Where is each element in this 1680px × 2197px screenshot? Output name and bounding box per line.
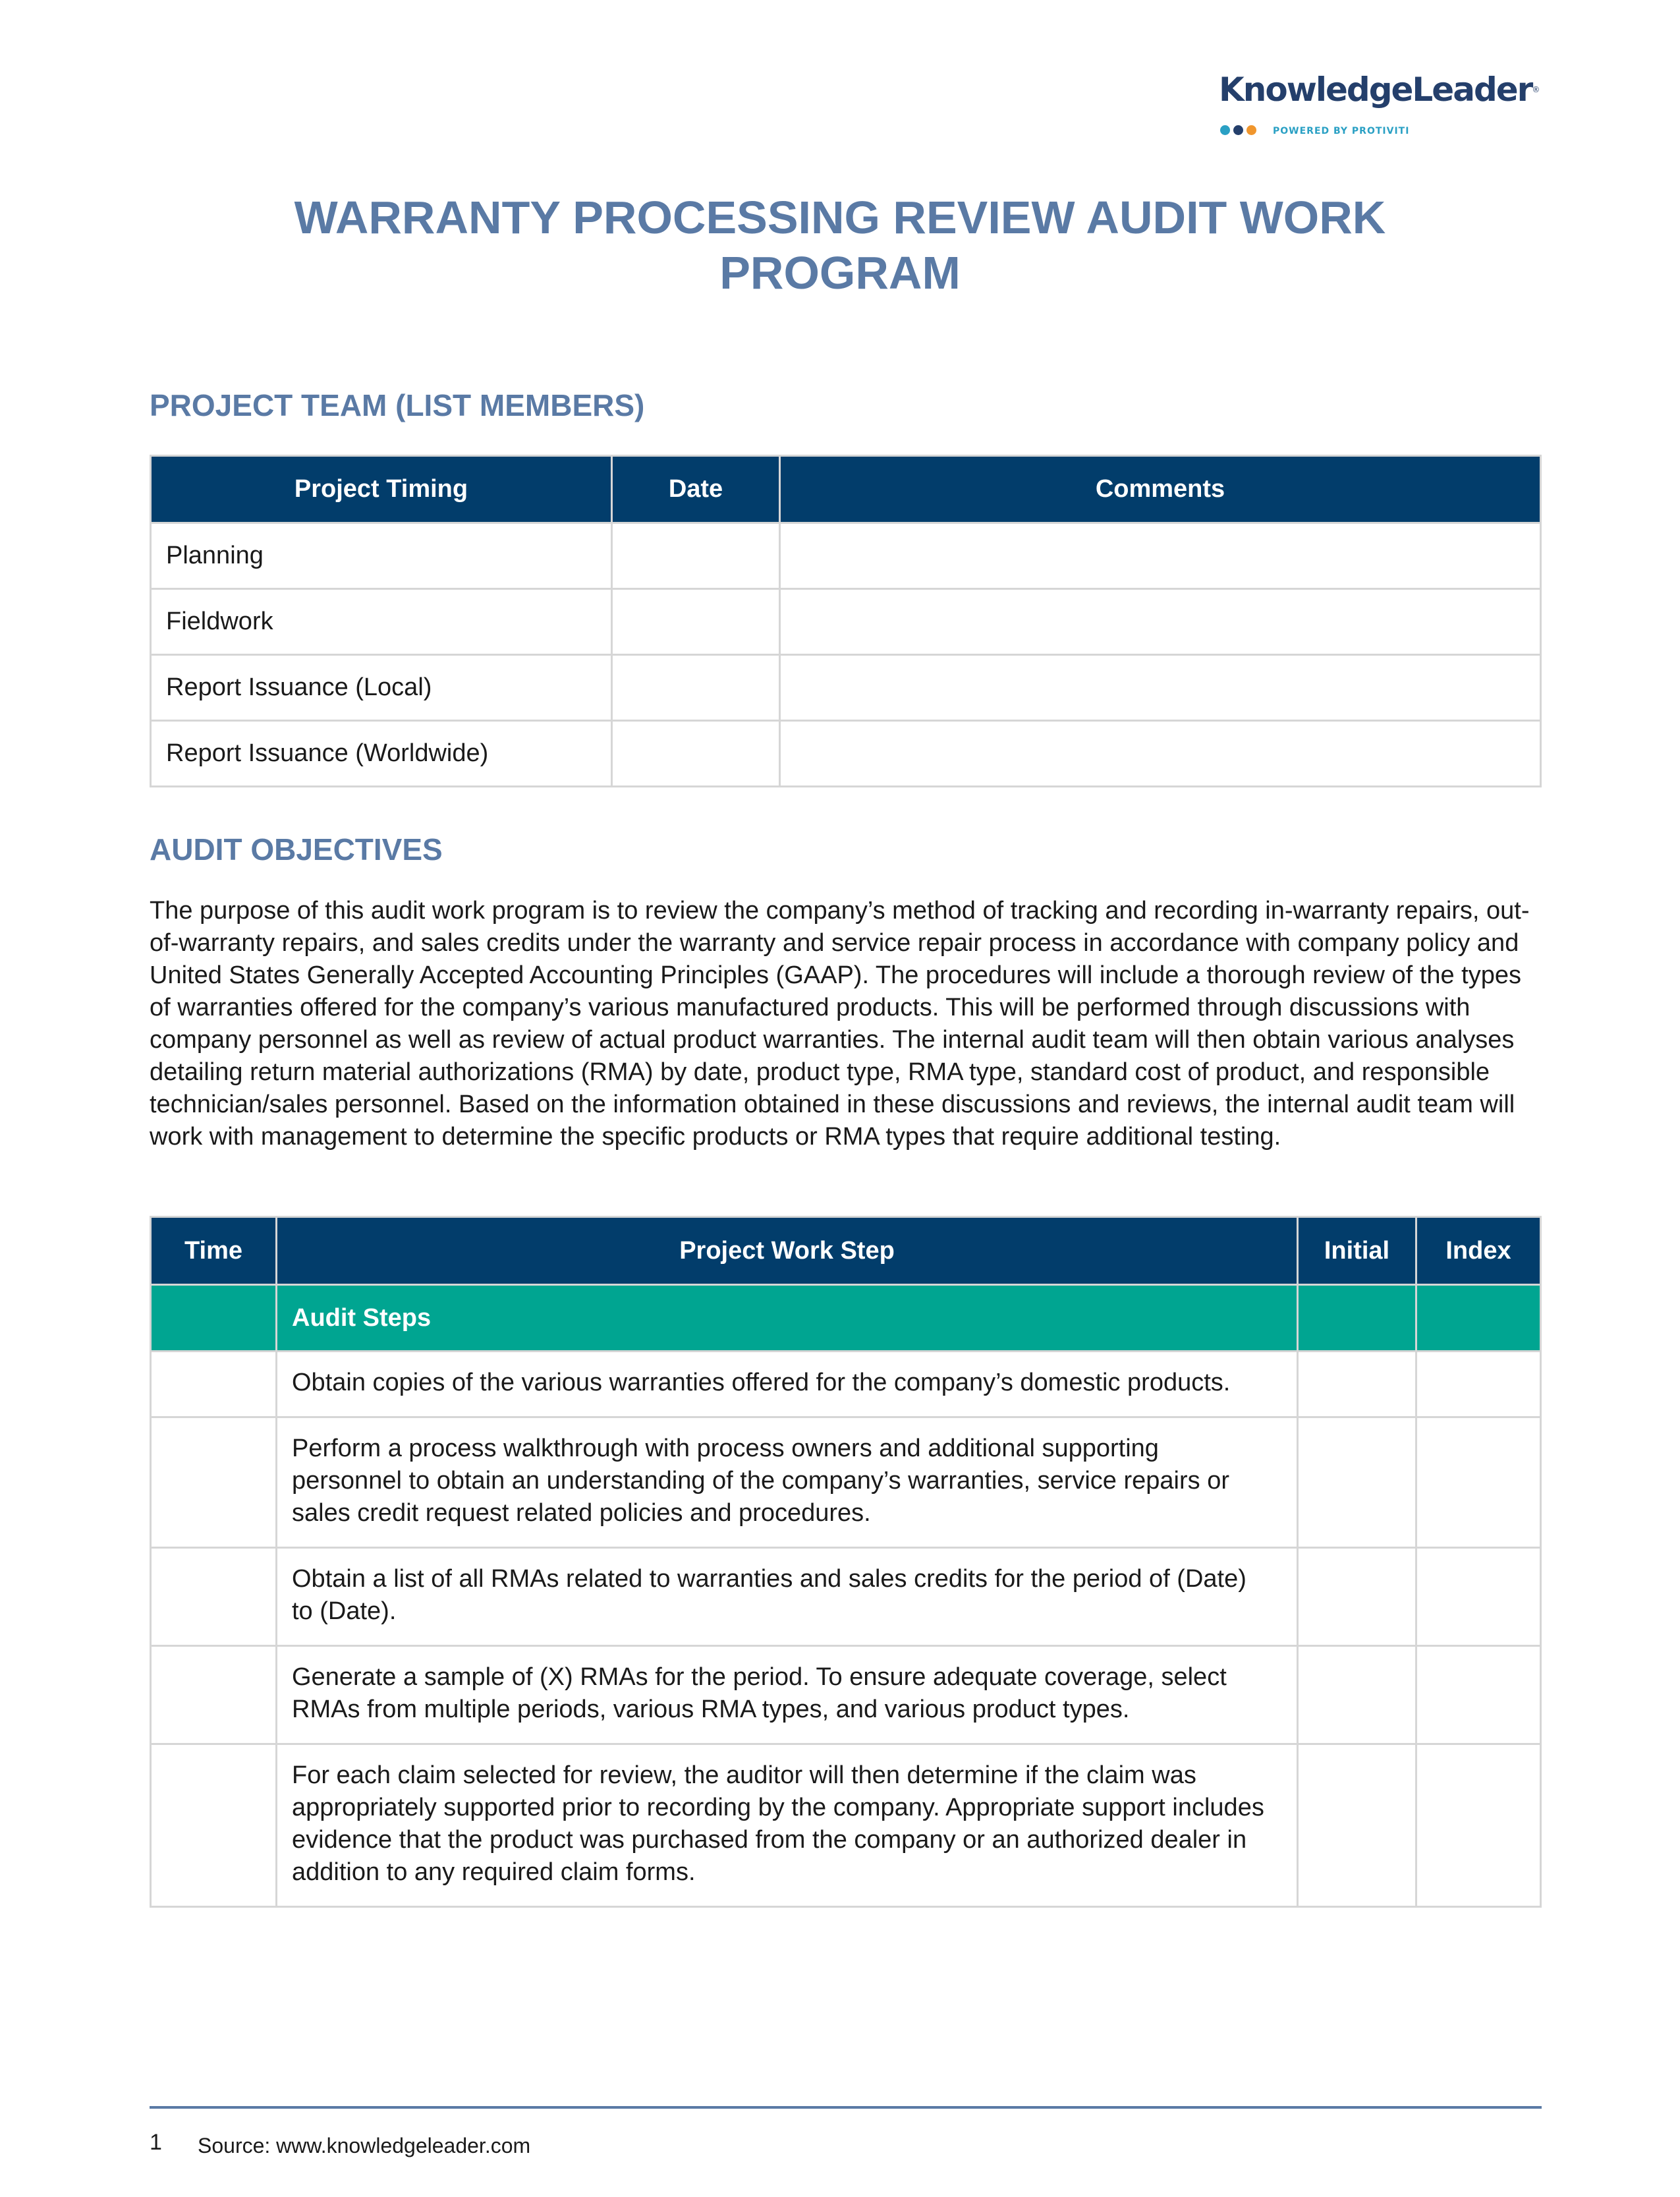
section-time-cell: [151, 1285, 277, 1352]
timing-cell: Report Issuance (Worldwide): [151, 721, 612, 787]
work-step-text: Obtain a list of all RMAs related to warranties and sales credits for the period of (Date) to (Date).: [292, 1565, 1246, 1625]
date-cell[interactable]: [612, 721, 780, 787]
table-row: [151, 1744, 1541, 1907]
table-row: [151, 655, 1541, 721]
column-header-project-timing: Project Timing: [151, 456, 612, 523]
date-cell[interactable]: [612, 655, 780, 721]
initial-cell[interactable]: [1298, 1417, 1416, 1548]
table-header-row: [151, 1217, 1541, 1285]
logo-wordmark: KnowledgeLeader: [1219, 71, 1532, 109]
table-row: [151, 721, 1541, 787]
time-cell[interactable]: [151, 1548, 277, 1646]
document-title: WARRANTY PROCESSING REVIEW AUDIT WORK PROGRAM: [294, 192, 1386, 299]
work-steps-table: [150, 1216, 1542, 1908]
column-header-comments: Comments: [780, 456, 1541, 523]
initial-cell[interactable]: [1298, 1646, 1416, 1744]
work-step-cell: [277, 1548, 1298, 1646]
date-cell[interactable]: [612, 589, 780, 655]
source-line: Source: www.knowledgeleader.com: [198, 2134, 531, 2157]
knowledgeleader-logo: [1219, 71, 1540, 144]
work-step-cell: [277, 1352, 1298, 1417]
work-step-text: Perform a process walkthrough with process owners and additional supporting personnel to obtain an understanding of the company’s warranties, service repairs or sales credit request related policies and procedures.: [292, 1435, 1229, 1527]
footer-divider: [150, 2106, 1542, 2109]
index-cell[interactable]: [1416, 1417, 1541, 1548]
logo-dot-icon: [1246, 125, 1256, 135]
table-row: [151, 1548, 1541, 1646]
table-row: [151, 523, 1541, 589]
logo-dot-icon: [1233, 125, 1243, 135]
work-step-cell: [277, 1417, 1298, 1548]
section-label: Audit Steps: [277, 1285, 1298, 1352]
comments-cell[interactable]: [780, 589, 1541, 655]
comments-cell[interactable]: [780, 655, 1541, 721]
project-team-heading: PROJECT TEAM (LIST MEMBERS): [150, 388, 645, 422]
logo-trademark: ®: [1532, 85, 1540, 94]
comments-cell[interactable]: [780, 523, 1541, 589]
logo-tagline: POWERED BY PROTIVITI: [1273, 126, 1410, 136]
initial-cell[interactable]: [1298, 1744, 1416, 1907]
timing-cell: Report Issuance (Local): [151, 655, 612, 721]
section-row-audit-steps: [151, 1285, 1541, 1352]
time-cell[interactable]: [151, 1417, 277, 1548]
work-step-text: For each claim selected for review, the auditor will then determine if the claim was appropriately supported prior to recording by the company. Appropriate support includes evidence that the product was purchased from the company or an authorized dealer in addition to any required claim forms.: [292, 1761, 1264, 1886]
column-header-time: Time: [151, 1217, 277, 1285]
table-row: [151, 1646, 1541, 1744]
table-row: [151, 1417, 1541, 1548]
audit-objectives-paragraph: The purpose of this audit work program is to review the company’s method of tracking and recording in-warranty repairs, out-of-warranty repairs, and sales credits under the warranty and service repair process in accordance with company policy and United States Generally Accepted Accounting Principles (GAAP). The procedures will include a thorough review of the types of warranties offered for the company’s various manufactured products. This will be performed through discussions with company personnel as well as review of actual product warranties. The internal audit team will then obtain various analyses detailing return material authorizations (RMA) by date, product type, RMA type, standard cost of product, and responsible technician/sales personnel. Based on the information obtained in these discussions and reviews, the internal audit team will work with management to determine the specific products or RMA types that require additional testing.: [150, 897, 1530, 1151]
table-row: [151, 589, 1541, 655]
section-initial-cell: [1298, 1285, 1416, 1352]
initial-cell[interactable]: [1298, 1352, 1416, 1417]
section-index-cell: [1416, 1285, 1541, 1352]
date-cell[interactable]: [612, 523, 780, 589]
table-row: [151, 1352, 1541, 1417]
index-cell[interactable]: [1416, 1352, 1541, 1417]
work-step-cell: [277, 1744, 1298, 1907]
time-cell[interactable]: [151, 1646, 277, 1744]
time-cell[interactable]: [151, 1352, 277, 1417]
column-header-index: Index: [1416, 1217, 1541, 1285]
work-step-cell: [277, 1646, 1298, 1744]
table-header-row: [151, 456, 1541, 523]
index-cell[interactable]: [1416, 1646, 1541, 1744]
audit-objectives-heading: AUDIT OBJECTIVES: [150, 832, 443, 867]
comments-cell[interactable]: [780, 721, 1541, 787]
work-step-text: Generate a sample of (X) RMAs for the period. To ensure adequate coverage, select RMAs from multiple periods, various RMA types, and various product types.: [292, 1663, 1227, 1723]
logo-dots-icon: [1220, 125, 1260, 136]
initial-cell[interactable]: [1298, 1548, 1416, 1646]
index-cell[interactable]: [1416, 1744, 1541, 1907]
timing-cell: Planning: [151, 523, 612, 589]
column-header-date: Date: [612, 456, 780, 523]
index-cell[interactable]: [1416, 1548, 1541, 1646]
page-number: 1: [150, 2130, 162, 2155]
logo-dot-icon: [1220, 125, 1230, 135]
column-header-work-step: Project Work Step: [277, 1217, 1298, 1285]
work-step-text: Obtain copies of the various warranties offered for the company’s domestic products.: [292, 1369, 1231, 1396]
timing-cell: Fieldwork: [151, 589, 612, 655]
project-timing-table: [150, 455, 1542, 787]
time-cell[interactable]: [151, 1744, 277, 1907]
column-header-initial: Initial: [1298, 1217, 1416, 1285]
